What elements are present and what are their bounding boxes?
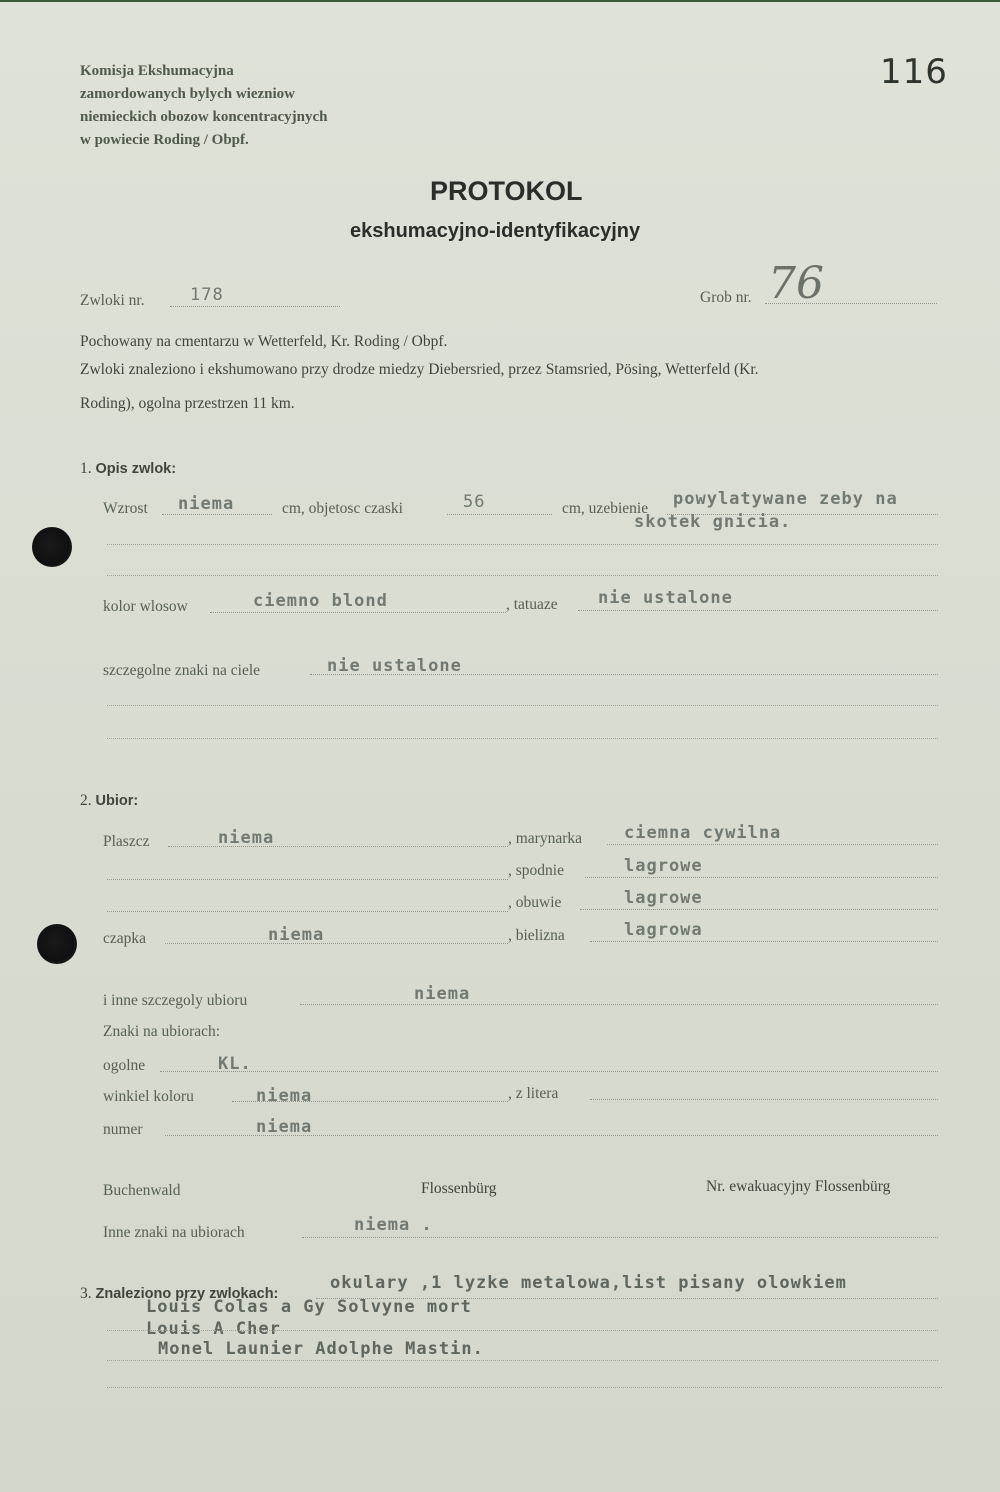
- section-2-number: 2.: [80, 792, 92, 809]
- underwear-line: [590, 941, 938, 942]
- blank-line: [107, 705, 938, 706]
- document-subtitle: ekshumacyjno-identyfikacyjny: [350, 220, 641, 242]
- skull-label: cm, objetosc czaski: [282, 500, 403, 517]
- section-2-heading: [80, 792, 138, 810]
- hair-label: kolor wlosow: [103, 598, 188, 615]
- blank-line: [107, 1387, 942, 1388]
- jacket-value: ciemna cywilna: [624, 823, 782, 843]
- found-line-2: Roding), ogolna przestrzen 11 km.: [80, 395, 295, 412]
- header-line-4: w powiecie Roding / Obpf.: [80, 132, 249, 148]
- letter-line: [590, 1099, 938, 1100]
- other-clothing-marks-line: [302, 1237, 938, 1238]
- general-value: KL.: [218, 1054, 252, 1074]
- blank-line: [107, 1360, 938, 1361]
- height-label: Wzrost: [103, 500, 148, 517]
- punch-hole: [37, 924, 77, 964]
- header-line-2: zamordowanych bylych wiezniow: [80, 86, 295, 102]
- triangle-color-value: niema: [256, 1086, 313, 1106]
- tattoo-line: [578, 610, 938, 611]
- grave-number-value: 76: [768, 258, 824, 309]
- hair-line: [210, 612, 506, 613]
- shoes-value: lagrowe: [624, 888, 703, 908]
- marks-label: szczegolne znaki na ciele: [103, 662, 261, 679]
- punch-hole: [32, 527, 72, 567]
- tattoo-label: , tatuaze: [506, 596, 558, 613]
- jacket-label: , marynarka: [508, 830, 583, 847]
- evacuation-number-label: Nr. ewakuacyjny Flossenbürg: [706, 1178, 891, 1195]
- camp-flossenburg-label: Flossenbürg: [421, 1180, 497, 1197]
- number-label: numer: [103, 1121, 143, 1138]
- other-details-line: [300, 1004, 938, 1005]
- body-number-value: 178: [190, 285, 224, 305]
- general-line: [160, 1071, 938, 1072]
- clothing-marks-heading: Znaki na ubiorach:: [103, 1023, 221, 1040]
- shoes-line: [580, 909, 938, 910]
- top-edge-line: [0, 0, 1000, 2]
- burial-line: Pochowany na cmentarzu w Wetterfeld, Kr. Roding / Obpf.: [80, 333, 448, 350]
- header-line-3: niemieckich obozow koncentracyjnych: [80, 109, 328, 125]
- other-details-label: i inne szczegoly ubioru: [103, 992, 248, 1009]
- section-1-title: Opis zwlok:: [95, 461, 177, 477]
- blank-line: [107, 911, 508, 912]
- blank-line: [107, 575, 938, 576]
- other-clothing-marks-label: Inne znaki na ubiorach: [103, 1224, 245, 1241]
- document-title: PROTOKOL: [430, 176, 583, 206]
- body-number-label: Zwloki nr.: [80, 292, 145, 309]
- skull-value: 56: [463, 492, 486, 512]
- height-line: [162, 514, 272, 515]
- grave-number-label: Grob nr.: [700, 289, 752, 306]
- other-clothing-marks-value: niema .: [354, 1215, 433, 1235]
- underwear-value: lagrowa: [624, 920, 703, 940]
- general-label: ogolne: [103, 1057, 146, 1074]
- height-value: niema: [178, 494, 235, 514]
- trousers-label: , spodnie: [508, 862, 564, 879]
- skull-line: [447, 514, 552, 515]
- trousers-line: [585, 877, 938, 878]
- marks-value: nie ustalone: [327, 656, 462, 676]
- header-line-1: Komisja Ekshumacyjna: [80, 63, 234, 79]
- blank-line: [107, 738, 938, 739]
- found-line-1: Zwloki znaleziono i ekshumowano przy drodze miedzy Diebersried, przez Stamsried, Pösing, Wetterfeld (Kr.: [80, 361, 759, 378]
- tattoo-value: nie ustalone: [598, 588, 733, 608]
- shoes-label: , obuwie: [508, 894, 562, 911]
- found-items-line-2: Louis Colas a Gy Solvyne mort: [146, 1297, 472, 1317]
- page-number: 116: [880, 52, 948, 92]
- letter-label: , z litera: [508, 1085, 559, 1102]
- coat-label: Plaszcz: [103, 833, 150, 850]
- triangle-color-label: winkiel koloru: [103, 1088, 194, 1105]
- blank-line: [107, 879, 508, 880]
- section-3-title: Znaleziono przy zwlokach:: [95, 1286, 279, 1302]
- jacket-line: [607, 844, 938, 845]
- cap-line: [165, 943, 508, 944]
- other-details-value: niema: [414, 984, 471, 1004]
- coat-value: niema: [218, 828, 275, 848]
- teeth-value-2: skotek gnicia.: [634, 512, 792, 532]
- found-items-line-3: Louis A Cher: [146, 1319, 281, 1339]
- teeth-value-1: powylatywane zeby na: [673, 489, 898, 509]
- body-number-line: [170, 306, 340, 307]
- cap-value: niema: [268, 925, 325, 945]
- section-3-number: 3.: [80, 1285, 92, 1302]
- camp-buchenwald-label: Buchenwald: [103, 1182, 181, 1199]
- found-items-line-4: Monel Launier Adolphe Mastin.: [158, 1339, 484, 1359]
- cap-label: czapka: [103, 930, 147, 947]
- found-items-line-1: okulary ,1 lyzke metalowa,list pisany olowkiem: [330, 1273, 847, 1293]
- number-value: niema: [256, 1117, 313, 1137]
- teeth-label: cm, uzebienie: [562, 500, 649, 517]
- blank-line: [107, 1330, 938, 1331]
- section-1-heading: [80, 460, 176, 478]
- blank-line: [107, 544, 938, 545]
- underwear-label: , bielizna: [508, 927, 565, 944]
- trousers-value: lagrowe: [624, 856, 703, 876]
- hair-value: ciemno blond: [253, 591, 388, 611]
- section-1-number: 1.: [80, 460, 92, 477]
- section-2-title: Ubior:: [95, 793, 139, 809]
